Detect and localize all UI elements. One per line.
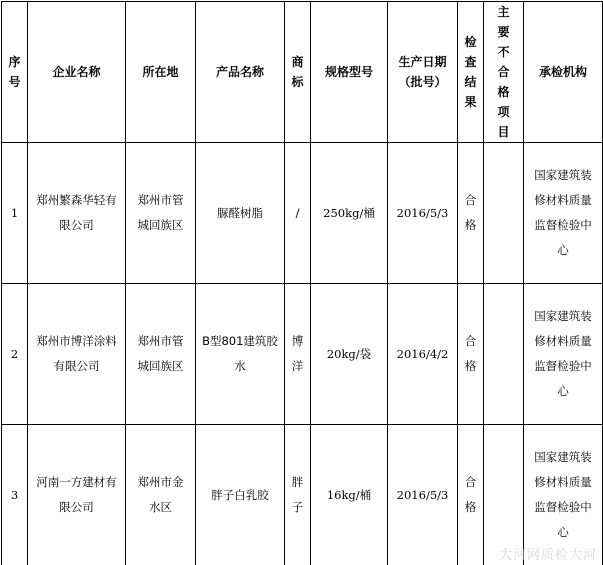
cell-location: 郑州市管城回族区 [126,143,196,284]
header-spec: 规格型号 [311,2,388,143]
cell-product: B型801建筑胶水 [196,284,285,425]
cell-result: 合格 [458,284,484,425]
cell-failed-items [484,143,524,284]
cell-trademark: / [285,143,311,284]
cell-result: 合格 [458,425,484,565]
watermark-text: 大河网质检大河 [498,548,597,563]
cell-company: 郑州繁森华轻有限公司 [28,143,126,284]
cell-product: 脲醛树脂 [196,143,285,284]
cell-location: 郑州市金水区 [126,425,196,565]
cell-company: 河南一方建材有限公司 [28,425,126,565]
header-seq: 序号 [2,2,28,143]
cell-production-date: 2016/4/2 [388,284,458,425]
cell-trademark: 博洋 [285,284,311,425]
cell-production-date: 2016/5/3 [388,425,458,565]
header-product: 产品名称 [196,2,285,143]
cell-inspection-org: 国家建筑装修材料质量监督检验中心 [524,284,603,425]
header-result: 检查结果 [458,2,484,143]
cell-spec: 20kg/袋 [311,284,388,425]
cell-seq: 2 [2,284,28,425]
cell-trademark: 胖子 [285,425,311,565]
header-production-date: 生产日期（批号） [388,2,458,143]
header-company: 企业名称 [28,2,126,143]
cell-inspection-org: 国家建筑装修材料质量监督检验中心 [524,425,603,565]
header-location: 所在地 [126,2,196,143]
table-row [2,284,603,425]
inspection-results-table [1,1,603,565]
cell-failed-items [484,284,524,425]
table-row [2,143,603,284]
header-inspection-org: 承检机构 [524,2,603,143]
header-failed-items: 主要不合格项目 [484,2,524,143]
cell-spec: 16kg/桶 [311,425,388,565]
cell-spec: 250kg/桶 [311,143,388,284]
cell-seq: 3 [2,425,28,565]
cell-product: 胖子白乳胶 [196,425,285,565]
table-header-row [2,2,603,143]
cell-seq: 1 [2,143,28,284]
cell-company: 郑州市博洋涂料有限公司 [28,284,126,425]
cell-location: 郑州市管城回族区 [126,284,196,425]
cell-inspection-org: 国家建筑装修材料质量监督检验中心 [524,143,603,284]
cell-result: 合格 [458,143,484,284]
cell-production-date: 2016/5/3 [388,143,458,284]
header-trademark: 商标 [285,2,311,143]
